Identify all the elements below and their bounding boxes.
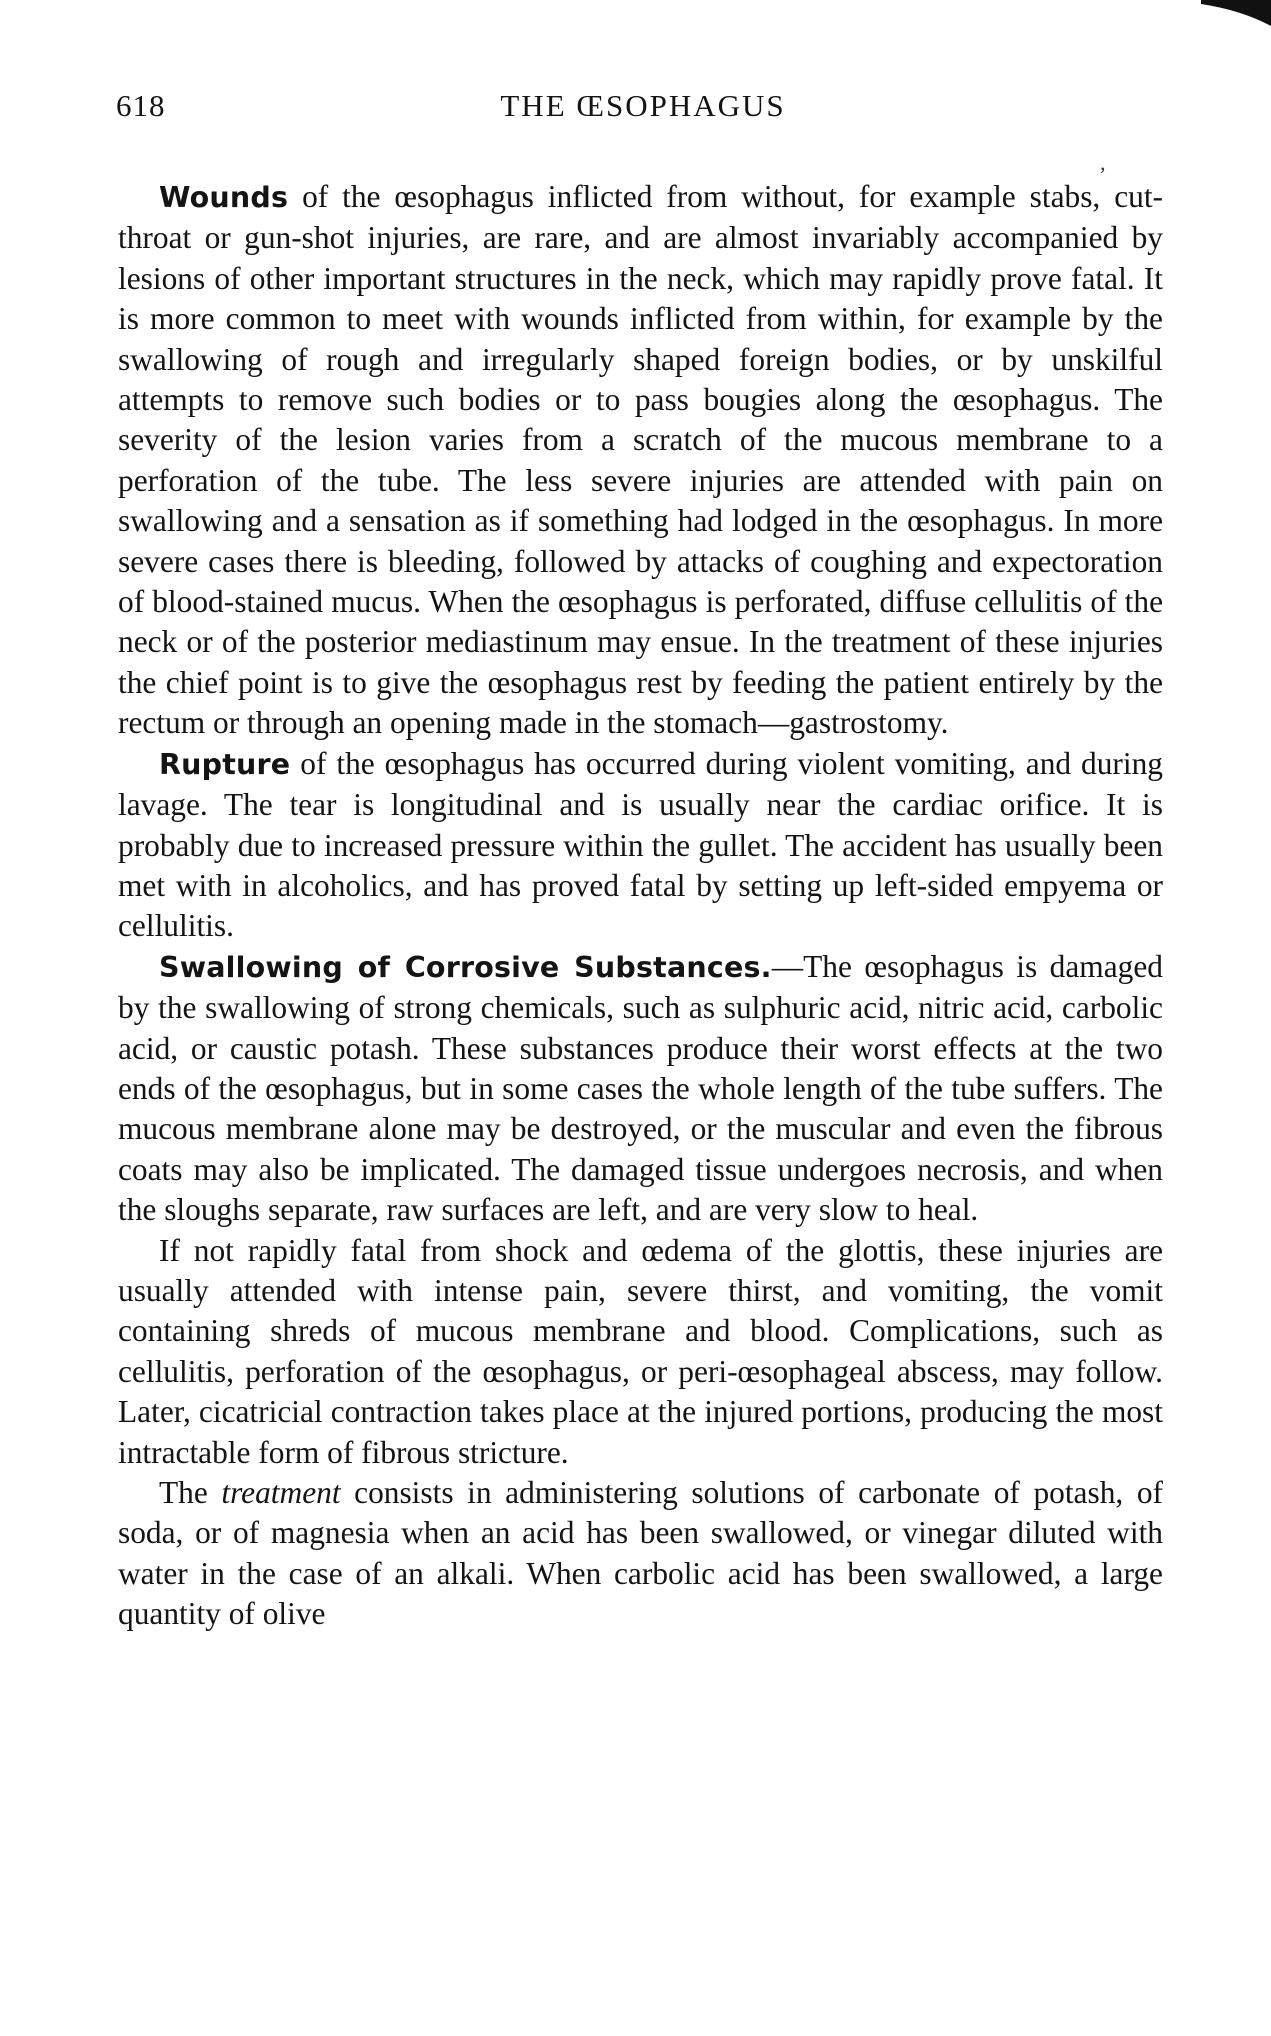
- paragraph-treatment: [118, 1473, 1163, 1635]
- paragraph-text: consists in administering solutions of carbonate of potash, of soda, or of magnesia when an acid has been swallowed, or vinegar diluted with water in the case of an alkali. When carbolic acid has been swallowed, a large quantity of olive: [118, 1475, 1163, 1632]
- paragraph-text: of the œsophagus inflicted from without, for example stabs, cut-throat or gun-shot injuries, are rare, and are almost invariably accompanied by lesions of other important structures in the neck, which may rapidly prove fatal. It is more common to meet with wounds inflicted from within, for example by the swallowing of rough and irregularly shaped foreign bodies, or by unskilful attempts to remove such bodies or to pass bougies along the œsophagus. The severity of the lesion varies from a scratch of the mucous membrane to a perforation of the tube. The less severe injuries are attended with pain on swallowing and a sensation as if something had lodged in the œsophagus. In more severe cases there is bleeding, followed by attacks of coughing and expectoration of blood-stained mucus. When the œsophagus is perforated, diffuse cellulitis of the neck or of the posterior mediastinum may ensue. In the treatment of these injuries the chief point is to give the œsophagus rest by feeding the patient entirely by the rectum or through an opening made in the stomach—gastrostomy.: [118, 179, 1163, 741]
- emphasis-treatment: treatment: [221, 1475, 341, 1510]
- chapter-title: THE ŒSOPHAGUS: [500, 88, 786, 123]
- paragraph-text: The: [159, 1475, 222, 1510]
- section-lead-rupture: Rupture: [159, 747, 291, 781]
- paragraph-text: of the œsophagus has occurred during violent vomiting, and during lavage. The tear is longitudinal and is usually near the cardiac orifice. It is probably due to increased pressure within the gullet. The accident has usually been met with in alcoholics, and has proved fatal by setting up left-sided empyema or cellulitis.: [118, 745, 1163, 944]
- paragraph-symptoms: [118, 1231, 1163, 1473]
- page-corner-mark: [1201, 0, 1271, 26]
- paragraph-rupture: [118, 744, 1163, 947]
- body-text: [118, 177, 1163, 1635]
- paragraph-wounds: [118, 177, 1163, 744]
- section-lead-corrosive: Swallowing of Corrosive Substances.: [159, 950, 772, 984]
- running-head: [116, 88, 1170, 132]
- section-lead-wounds: Wounds: [159, 181, 289, 214]
- stray-mark: ,: [1100, 150, 1106, 175]
- paragraph-text: —The œsophagus is damaged by the swallowing of strong chemicals, such as sulphuric acid, nitric acid, carbolic acid, or caustic potash. These substances produce their worst effects at the two ends of the œsophagus, but in some cases the whole length of the tube suffers. The mucous membrane alone may be destroyed, or the muscular and even the fibrous coats may also be implicated. The damaged tissue undergoes necrosis, and when the sloughs separate, raw surfaces are left, and are very slow to heal.: [118, 948, 1163, 1228]
- paragraph-corrosive: [118, 947, 1163, 1231]
- page-number: 618: [116, 88, 166, 123]
- paragraph-text: If not rapidly fatal from shock and œdema of the glottis, these injuries are usually attended with intense pain, severe thirst, and vomiting, the vomit containing shreds of mucous membrane and blood. Complications, such as cellulitis, perforation of the œsophagus, or peri-œsophageal abscess, may follow. Later, cicatricial contraction takes place at the injured portions, producing the most intractable form of fibrous stricture.: [118, 1232, 1163, 1470]
